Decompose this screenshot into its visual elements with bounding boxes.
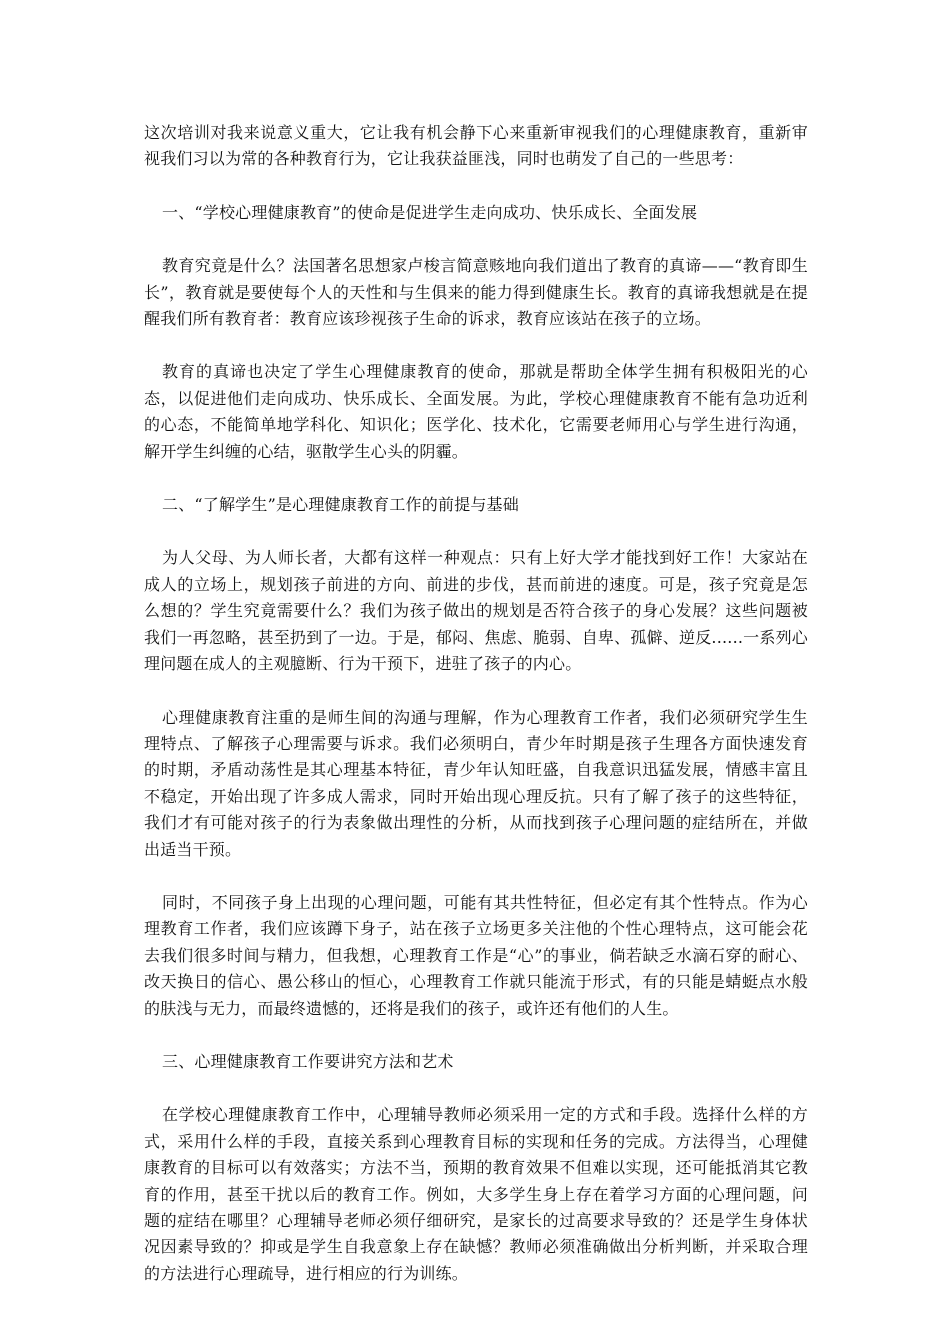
section-2-paragraph-3: 同时，不同孩子身上出现的心理问题，可能有其共性特征，但必定有其个性特点。作为心理教育工作者，我们应该蹲下身子，站在孩子立场更多关注他的个性心理特点，这可能会花去我们很多时间与精力，但我想，心理教育工作是“心”的事业，倘若缺乏水滴石穿的耐心、改天换日的信心、愚公移山的恒心，心理教育工作就只能流于形式，有的只能是蜻蜓点水般的肤浅与无力，而最终遗憾的，还将是我们的孩子，或许还有他们的人生。 [144,892,808,1018]
section-1-heading: 一、“学校心理健康教育”的使命是促进学生走向成功、快乐成长、全面发展 [162,202,698,222]
section-3-paragraph-1: 在学校心理健康教育工作中，心理辅导教师必须采用一定的方式和手段。选择什么样的方式，采用什么样的手段，直接关系到心理教育目标的实现和任务的完成。方法得当，心理健康教育的目标可以有效落实；方法不当，预期的教育效果不但难以实现，还可能抵消其它教育的作用，甚至干扰以后的教育工作。例如，大多学生身上存在着学习方面的心理问题，问题的症结在哪里？心理辅导老师必须仔细研究，是家长的过高要求导致的？还是学生身体状况因素导致的？抑或是学生自我意象上存在缺憾？教师必须准确做出分析判断，并采取合理的方法进行心理疏导，进行相应的行为训练。 [144,1105,808,1283]
section-1-paragraph-2: 教育的真谛也决定了学生心理健康教育的使命，那就是帮助全体学生拥有积极阳光的心态，以促进他们走向成功、快乐成长、全面发展。为此，学校心理健康教育不能有急功近利的心态，不能简单地学科化、知识化；医学化、技术化，它需要老师用心与学生进行沟通，解开学生纠缠的心结，驱散学生心头的阴霾。 [144,362,808,461]
section-2-heading: 二、“了解学生”是心理健康教育工作的前提与基础 [162,495,519,515]
section-3-heading: 三、心理健康教育工作要讲究方法和艺术 [162,1051,454,1071]
document-body [144,120,808,1287]
intro-paragraph: 这次培训对我来说意义重大，它让我有机会静下心来重新审视我们的心理健康教育，重新审视我们习以为常的各种教育行为，它让我获益匪浅，同时也萌发了自己的一些思考： [144,123,808,169]
section-1-paragraph-1: 教育究竟是什么？法国著名思想家卢梭言简意赅地向我们道出了教育的真谛——“教育即生长”，教育就是要使每个人的天性和与生俱来的能力得到健康生长。教育的真谛我想就是在提醒我们所有教育者：教育应该珍视孩子生命的诉求，教育应该站在孩子的立场。 [144,256,808,329]
section-2-paragraph-2: 心理健康教育注重的是师生间的沟通与理解，作为心理教育工作者，我们必须研究学生生理特点、了解孩子心理需要与诉求。我们必须明白，青少年时期是孩子生理各方面快速发育的时期，矛盾动荡性是其心理基本特征，青少年认知旺盛，自我意识迅猛发展，情感丰富且不稳定，开始出现了许多成人需求，同时开始出现心理反抗。只有了解了孩子的这些特征，我们才有可能对孩子的行为表象做出理性的分析，从而找到孩子心理问题的症结所在，并做出适当干预。 [144,707,808,859]
section-2-paragraph-1: 为人父母、为人师长者，大都有这样一种观点：只有上好大学才能找到好工作！大家站在成人的立场上，规划孩子前进的方向、前进的步伐，甚而前进的速度。可是，孩子究竟是怎么想的？学生究竟需要什么？我们为孩子做出的规划是否符合孩子的身心发展？这些问题被我们一再忽略，甚至扔到了一边。于是，郁闷、焦虑、脆弱、自卑、孤僻、逆反......一系列心理问题在成人的主观臆断、行为干预下，进驻了孩子的内心。 [144,548,808,674]
